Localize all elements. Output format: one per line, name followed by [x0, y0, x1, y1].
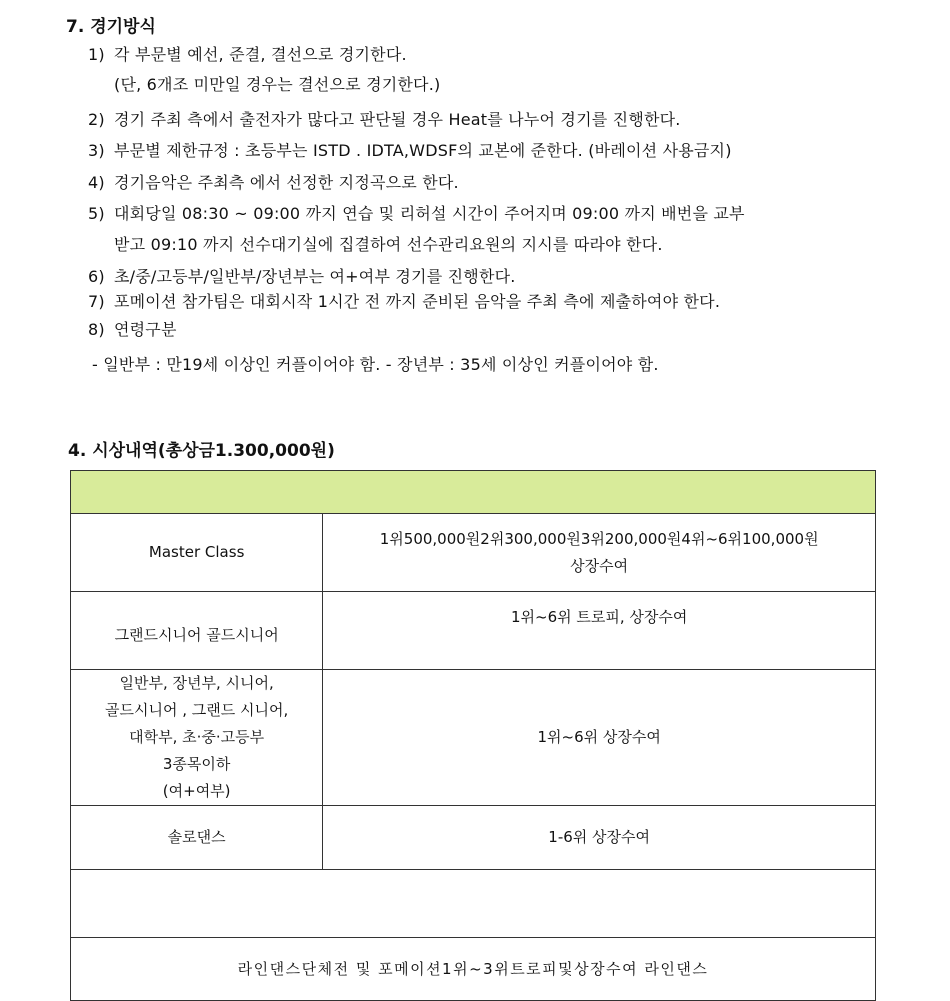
section-7-title: 7. 경기방식: [66, 17, 156, 37]
table-row: [71, 806, 876, 870]
category-cell: 솔로댄스: [71, 806, 323, 870]
rule-item: 2) 경기 주최 측에서 출전자가 많다고 판단될 경우 Heat를 나누어 경기를 진행한다.: [88, 110, 681, 129]
rule-item: 6) 초/중/고등부/일반부/장년부는 여+여부 경기를 진행한다.: [88, 267, 516, 286]
prize-cell: 1위~6위 상장수여: [323, 670, 876, 806]
category-cell: 일반부, 장년부, 시니어, 골드시니어 , 그랜드 시니어, 대학부, 초·중·고등부 3종목이하 (여+여부): [71, 670, 323, 806]
rule-item: (단, 6개조 미만일 경우는 결선으로 경기한다.): [114, 75, 441, 94]
table-row-empty: [71, 870, 876, 938]
rule-item: 받고 09:10 까지 선수대기실에 집결하여 선수관리요원의 지시를 따라야 한다.: [114, 235, 663, 254]
table-row: [71, 592, 876, 670]
section-4-title: 4. 시상내역(총상금1.300,000원): [68, 441, 335, 461]
table-header-bar: [71, 471, 876, 514]
table-row: [71, 938, 876, 1001]
awards-table: [70, 470, 876, 1001]
rule-item: 1) 각 부문별 예선, 준결, 결선으로 경기한다.: [88, 45, 407, 64]
prize-cell: 1위500,000원2위300,000원3위200,000원4위~6위100,000원 상장수여: [323, 514, 876, 592]
rule-item: 4) 경기음악은 주최측 에서 선정한 지정곡으로 한다.: [88, 173, 459, 192]
prize-cell: 1위~6위 트로피, 상장수여: [323, 592, 876, 670]
category-cell: Master Class: [71, 514, 323, 592]
rule-item: 8) 연령구분: [88, 320, 177, 339]
rule-item: 7) 포메이션 참가팀은 대회시작 1시간 전 까지 준비된 음악을 주최 측에 제출하여야 한다.: [88, 292, 721, 311]
table-row: [71, 670, 876, 806]
category-cell: 그랜드시니어 골드시니어: [71, 592, 323, 670]
rule-item: 5) 대회당일 08:30 ~ 09:00 까지 연습 및 리허설 시간이 주어지며 09:00 까지 배번을 교부: [88, 204, 745, 223]
rule-item: 3) 부문별 제한규정 : 초등부는 ISTD . IDTA,WDSF의 교본에 준한다. (바레이션 사용금지): [88, 141, 732, 160]
table-row: [71, 514, 876, 592]
line-dance-cell: 라인댄스단체전 및 포메이션1위~3위트로피및상장수여 라인댄스: [71, 938, 876, 1001]
age-division: - 일반부 : 만19세 이상인 커플이어야 함. - 장년부 : 35세 이상인 커플이어야 함.: [92, 355, 659, 374]
prize-cell: 1-6위 상장수여: [323, 806, 876, 870]
